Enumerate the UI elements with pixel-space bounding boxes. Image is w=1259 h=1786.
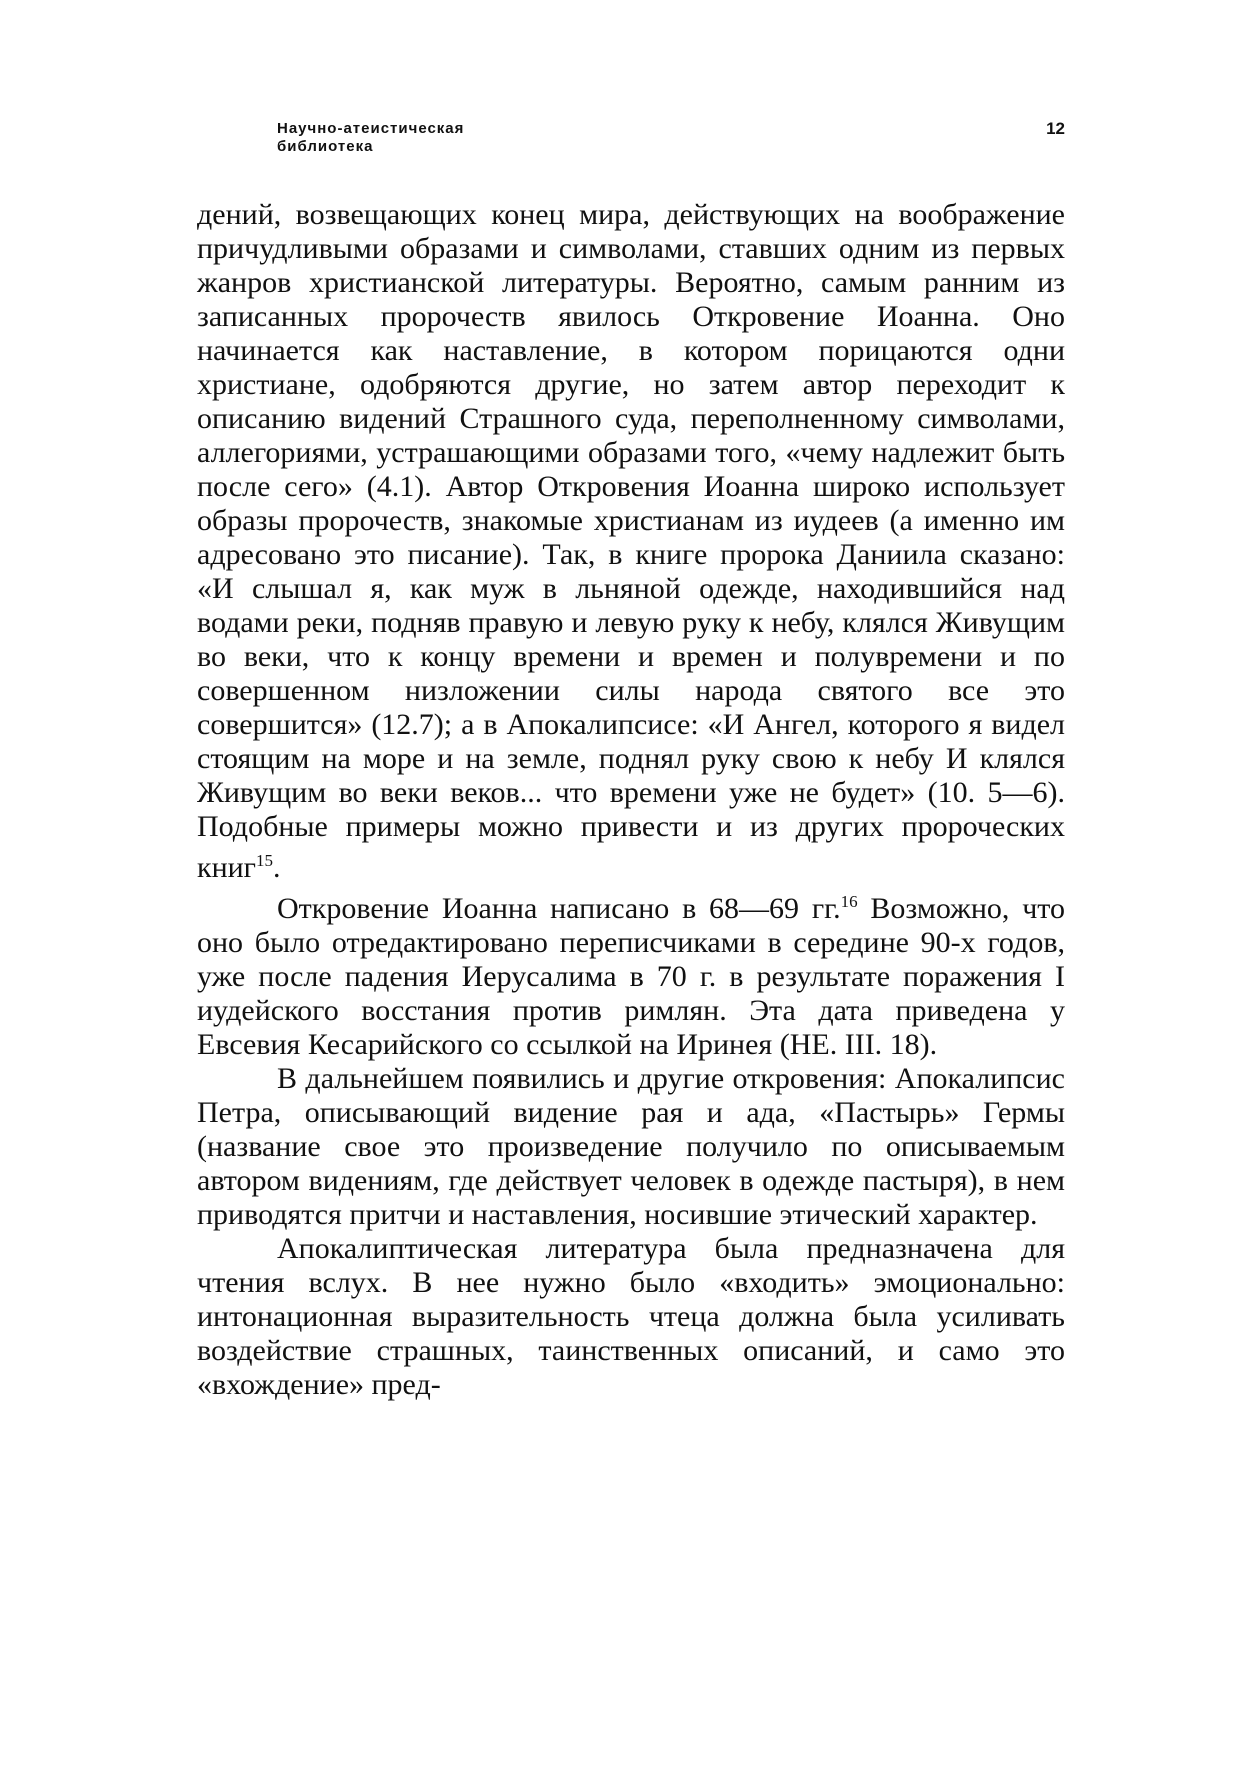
series-title [277,120,464,156]
footnote-ref-16: 16 [840,892,858,911]
paragraph-1-tail: . [273,851,281,884]
paragraph-4: Апокалиптическая литература была предназначена для чтения вслух. В нее нужно было «входить» эмоционально: интонационная выразительность чтеца должна была усиливать воздействие страшных, таинственных описаний, и само это «вхождение» пред- [197,1232,1065,1401]
paragraph-2-tail: Возможно, что оно было отредактировано переписчиками в середине 90-х годов, уже после падения Иерусалима в 70 г. в результате поражения I иудейского восстания против римлян. Эта дата приведена у Евсевия Кесарийского со ссылкой на Иринея (НЕ. III. 18). [197,892,1066,1061]
running-header [277,120,1065,170]
page-number: 12 [1046,119,1065,138]
paragraph-1 [197,198,1065,885]
paragraph-3: В дальнейшем появились и другие откровения: Апокалипсис Петра, описывающий видение рая и ада, «Пастырь» Гермы (название свое это произведение получило по описываемым автором видениям, где действует человек в одежде пастыря), в нем приводятся притчи и наставления, носившие этический характер. [197,1062,1065,1231]
paragraph-2 [197,885,1065,1062]
paragraph-2-text: Откровение Иоанна написано в 68—69 гг. [277,892,841,925]
footnote-ref-15: 15 [256,851,273,870]
paragraph-1-text: дений, возвещающих конец мира, действующих на воображение причудливыми образами и символами, ставших одним из первых жанров христианской литературы. Вероятно, самым ранним из записанных пророчеств явилось Откровение Иоанна. Оно начинается как наставление, в котором порицаются одни христиане, одобряются другие, но затем автор переходит к описанию видений Страшного суда, переполненному символами, аллегориями, устрашающими образами того, «чему надлежит быть после сего» (4.1). Автор Откровения Иоанна широко использует образы пророчеств, знакомые христианам из иудеев (а именно им адресовано это писание). Так, в книге пророка Даниила сказано: «И слышал я, как муж в льняной одежде, находившийся над водами реки, подняв правую и левую руку к небу, клялся Живущим во веки, что к концу времени и времен и полувремени и по совершенном низложении силы народа святого все это совершится» (12.7); а в Апокалипсисе: «И Ангел, которого я видел стоящим на море и на земле, поднял руку свою к небу И клялся Живущим во веки веков... что времени уже не будет» (10. 5—6). Подобные примеры можно привести и из других пророческих книг [197,198,1065,884]
series-title-line-2: библиотека [277,138,374,155]
series-title-line-1: Научно-атеистическая [277,120,465,137]
body-text [197,198,1065,1402]
